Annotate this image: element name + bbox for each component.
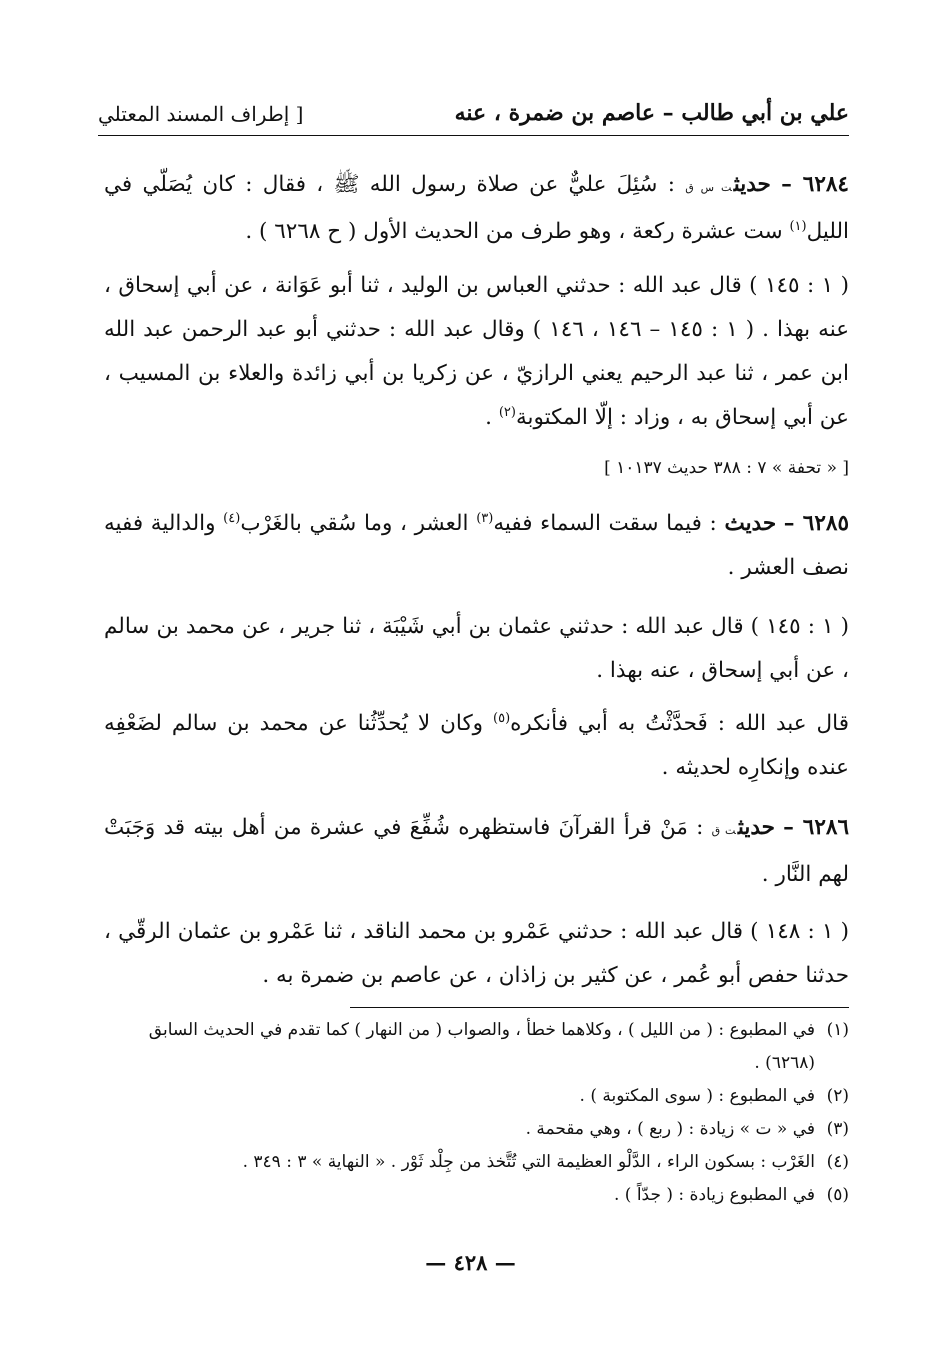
hadith-text-cont: ست عشرة ركعة ، وهو طرف من الحديث الأول ( ح ٦٢٦٨ ) .	[245, 219, 783, 244]
hadith-number: ٦٢٨٤ –	[781, 172, 849, 197]
hadith-number: ٦٢٨٥ –	[783, 511, 849, 536]
comment-text: قال عبد الله : فَحدَّثْتُ به أبي فأنكره	[510, 711, 850, 736]
footnote-number: (٥)	[826, 1185, 849, 1205]
footnote	[98, 1146, 849, 1179]
hadith-text: : مَنْ قرأ القرآنَ فاستظهره شُفِّعَ في عشرة من أهل بيته قد وَجَبَتْ لهم النَّار .	[104, 815, 849, 887]
footnote-number: (٣)	[826, 1119, 849, 1139]
isnad-text: ( ١ : ١٤٥ ) قال عبد الله : حدثني عثمان بن أبي شَيْبَة ، ثنا جرير ، عن محمد بن سالم ، عن أبي إسحاق ، عنه بهذا .	[104, 614, 849, 683]
footnote	[98, 1179, 849, 1212]
footnote-ref: (٢)	[498, 404, 516, 420]
footnote-text: في المطبوع : ( من الليل ) ، وكلاهما خطأ ، والصواب ( من النهار ) كما تقدم في الحديث السابق (٦٢٦٨) .	[148, 1020, 815, 1073]
footnote-ref: (١)	[789, 218, 807, 234]
comment-text-cont: وكان لا يُحدِّثُنا عن محمد بن سالم لضَعْفِه عنده وإنكارِه لحديثه .	[104, 711, 849, 780]
hadith-number: ٦٢٨٦ –	[783, 815, 849, 840]
hadith-6285	[104, 502, 849, 590]
tuhfa-reference: [ « تحفة » ٧ : ٣٨٨ حديث ١٠١٣٧ ]	[604, 458, 849, 478]
hadith-keyword: حديث	[737, 815, 775, 840]
hadith-text: : سُئِلَ عليٌّ عن صلاة رسول الله ﷺ ، فقال : كان يُصَلّي في الليل	[104, 172, 849, 244]
hadith-keyword: حديث	[724, 511, 777, 536]
header-rule	[98, 135, 849, 136]
footnote-number: (٤)	[826, 1152, 849, 1172]
hadith-text-end: والدالية ففيه نصف العشر .	[104, 511, 849, 580]
hadith-6284	[104, 163, 849, 254]
comment-6285	[104, 702, 849, 790]
footnote-text: في المطبوع زيادة : ( جدّاً ) .	[613, 1185, 815, 1205]
footnote-number: (٢)	[826, 1086, 849, 1106]
running-header	[98, 96, 849, 136]
isnad-6286	[104, 910, 849, 998]
footnote	[98, 1080, 849, 1113]
hadith-keyword: حديث	[733, 172, 771, 197]
footnote	[98, 1113, 849, 1146]
hadith-text-cont: العشر ، وما سُقي بالغَرْب	[240, 511, 469, 536]
isnad-6285	[104, 605, 849, 693]
isnad-text: ( ١ : ١٤٨ ) قال عبد الله : حدثني عَمْرو بن محمد الناقد ، ثنا عَمْرو بن عثمان الرقّي ، حدثنا حفص أبو عُمر ، عن كثير بن زاذان ، عن عاصم بن ضمرة به .	[104, 919, 849, 988]
isnad-6284	[104, 264, 849, 440]
footnote-rule	[350, 1007, 849, 1008]
header-chapter-title: علي بن أبي طالب – عاصم بن ضمرة ، عنه	[454, 100, 849, 126]
isnad-text-end: .	[485, 405, 492, 430]
footnote-number: (١)	[826, 1020, 849, 1040]
footnote-text: في « ت » زيادة : ( ربع ) ، وهي مقحمة .	[525, 1119, 815, 1139]
footnotes	[98, 1014, 849, 1212]
footnote-text: الغَرْب : بسكون الراء ، الدَّلْو العظيمة التي تُتَّخذ من جِلْد ثَوْر . « النهاية » ٣ : ٣٤٩ .	[242, 1152, 815, 1172]
page-number: — ٤٢٨ —	[425, 1250, 516, 1275]
hadith-6286	[104, 806, 849, 897]
footnote-ref: (٣)	[476, 510, 494, 526]
header-book-title: [ إطراف المسند المعتلي	[98, 102, 304, 126]
footnote	[98, 1014, 849, 1080]
hadith-text: : فيما سقت السماء ففيه	[493, 511, 717, 536]
footnote-text: في المطبوع : ( سوى المكتوبة ) .	[579, 1086, 815, 1106]
footnote-ref: (٤)	[223, 510, 241, 526]
isnad-text: ( ١ : ١٤٥ ) قال عبد الله : حدثني العباس بن الوليد ، ثنا أبو عَوَانة ، عن أبي إسحاق ، عنه بهذا . ( ١ : ١٤٥ – ١٤٦ ، ١٤٦ ) وقال عبد الله : حدثني أبو عبد الرحمن عبد الله ابن عمر ، ثنا عبد الرحيم يعني الرازيّ ، عن زكريا بن أبي زائدة والعلاء بن المسيب ، عن أبي إسحاق به ، وزاد : إلّا المكتوبة	[104, 273, 850, 430]
hadith-sigla: ت ق	[711, 824, 736, 837]
hadith-sigla: ت س ق	[685, 181, 732, 194]
footnote-ref: (٥)	[493, 710, 511, 726]
